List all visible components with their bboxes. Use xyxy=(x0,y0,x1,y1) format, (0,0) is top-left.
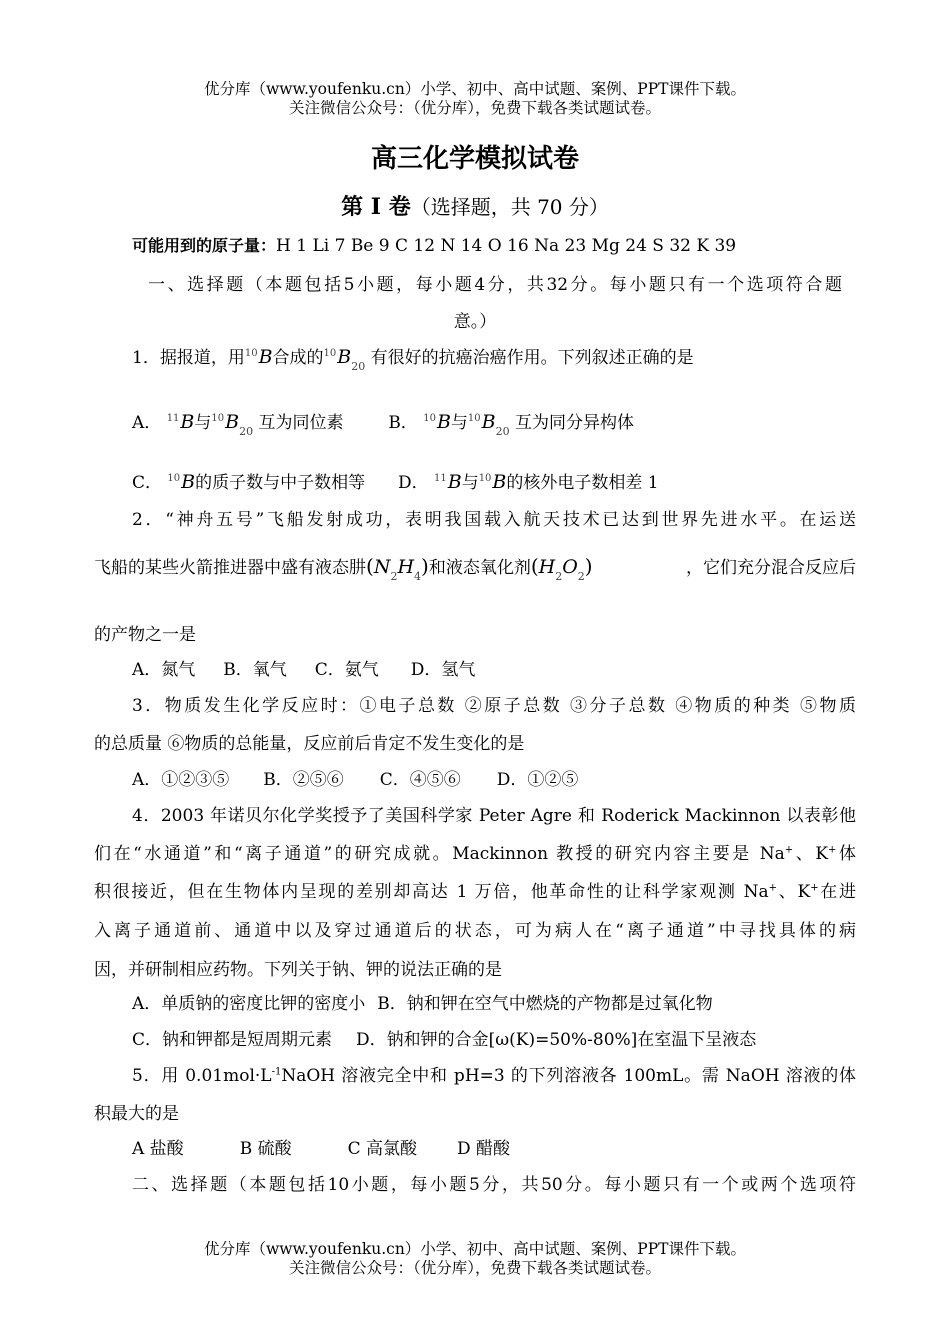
q1-text-b: 合成的 xyxy=(272,348,324,368)
mass-number: 10 xyxy=(478,473,492,485)
q5-text: NaOH 溶液完全中和 pH=3 的下列溶液各 100mL。需 NaOH 溶液的体 xyxy=(281,1066,856,1086)
option-label: B． xyxy=(388,413,418,433)
mass-number: 10 xyxy=(244,348,258,360)
nitrogen-symbol: N xyxy=(373,556,391,578)
boron-symbol: B xyxy=(492,471,507,493)
option-text: 互为同位素 xyxy=(258,413,344,433)
q4-text: 、K xyxy=(793,844,829,864)
question-4-options-cd xyxy=(132,1025,756,1050)
option-d: D 醋酸 xyxy=(457,1139,511,1159)
boron-symbol: B xyxy=(481,411,496,433)
volume-label: 第 I 卷 xyxy=(341,194,411,220)
question-1-options-ab xyxy=(132,408,634,438)
section1-heading-line1: 一、选择题（本题包括5小题，每小题4分，共32分。每小题只有一个选项符合题 xyxy=(148,275,842,295)
boron-symbol: B xyxy=(225,411,240,433)
option-a: A．单质钠的密度比钾的密度小 xyxy=(132,994,366,1014)
atom-count: 2 xyxy=(577,570,585,583)
boron-symbol: B xyxy=(180,411,195,433)
unit-exponent: -1 xyxy=(271,1066,282,1078)
q2-text-a: 飞船的某些火箭推进器中盛有液态肼 xyxy=(94,558,366,578)
q2-text-c: ，它们充分混合反应后 xyxy=(686,558,856,578)
option-c: C．钠和钾都是短周期元素 xyxy=(132,1030,333,1050)
atomic-mass-line xyxy=(132,233,736,256)
option-text: 与 xyxy=(450,413,468,433)
option-label: D． xyxy=(397,473,429,493)
hydrogen-symbol: H xyxy=(397,556,415,578)
charge: + xyxy=(828,844,837,856)
question-3-options xyxy=(132,765,578,790)
option-b: B．②⑤⑥ xyxy=(263,770,344,790)
charge: + xyxy=(810,882,819,894)
q4-text: 们在“水通道”和“离子通道”的研究成就。Mackinnon 教授的研究内容主要是 Na xyxy=(94,844,785,864)
volume-note: （选择题，共 70 分） xyxy=(410,195,609,219)
question-4-line1: 4．2003 年诺贝尔化学奖授予了美国科学家 Peter Agre 和 Roderick Mackinnon 以表彰他 xyxy=(132,806,856,826)
mass-number: 11 xyxy=(433,473,447,485)
question-2-options xyxy=(132,655,475,680)
header-line-1: 优分库（www.youfenku.cn）小学、初中、高中试题、案例、PPT课件下载。 xyxy=(203,80,747,98)
option-a: A．氮气 xyxy=(132,660,196,680)
section2-heading-line1: 二、选择题（本题包括10小题，每小题5分，共50分。每小题只有一个或两个选项符 xyxy=(132,1175,856,1195)
mass-number: 10 xyxy=(211,413,225,425)
footer-line-2: 关注微信公众号：（优分库），免费下载各类试题试卷。 xyxy=(288,1259,661,1277)
mass-number: 10 xyxy=(467,413,481,425)
q4-text: 体 xyxy=(836,844,857,864)
boron-symbol: B xyxy=(436,411,451,433)
question-4-line3 xyxy=(94,877,856,902)
mass-number: 10 xyxy=(423,413,436,425)
option-label: C． xyxy=(132,473,163,493)
option-d: D．①②⑤ xyxy=(496,770,579,790)
question-4-line5: 因，并研制相应药物。下列关于钠、钾的说法正确的是 xyxy=(94,960,502,980)
oxygen-symbol: O xyxy=(562,556,578,578)
question-5-options xyxy=(132,1134,510,1159)
atomic-mass-label: 可能用到的原子量： xyxy=(132,236,277,255)
header-line-2: 关注微信公众号：（优分库），免费下载各类试题试卷。 xyxy=(288,99,661,117)
question-3-line2: 的总质量 ⑥物质的总能量，反应前后肯定不发生变化的是 xyxy=(94,734,525,754)
option-a: A．①②③⑤ xyxy=(132,770,230,790)
option-d: D．钠和钾的合金[ω(K)=50%-80%]在室温下呈液态 xyxy=(356,1030,757,1050)
atom-count: 2 xyxy=(555,570,563,583)
atom-count: 20 xyxy=(495,425,510,438)
question-4-line4: 入离子通道前、通道中以及穿过通道后的状态，可为病人在“离子通道”中寻找具体的病 xyxy=(94,921,856,941)
atom-count: 20 xyxy=(351,360,366,373)
option-d: D．氢气 xyxy=(410,660,476,680)
option-a: A 盐酸 xyxy=(132,1139,184,1159)
q4-text: 在进 xyxy=(818,882,857,902)
q1-text-c: 有很好的抗癌治癌作用。下列叙述正确的是 xyxy=(370,348,694,368)
question-2-line3: 的产物之一是 xyxy=(94,625,196,645)
option-c: C．氨气 xyxy=(314,660,379,680)
mass-number: 10 xyxy=(323,348,337,360)
atom-count: 20 xyxy=(239,425,254,438)
question-4-line2 xyxy=(94,839,856,864)
question-1-options-cd xyxy=(132,468,659,493)
option-b: B．钠和钾在空气中燃烧的产物都是过氧化物 xyxy=(377,994,713,1014)
footer-line-1: 优分库（www.youfenku.cn）小学、初中、高中试题、案例、PPT课件下载。 xyxy=(203,1240,747,1258)
q4-text: 积很接近，但在生物体内呈现的差别却高达 1 万倍，他革命性的让科学家观测 Na xyxy=(94,882,769,902)
question-4-options-ab xyxy=(132,989,713,1014)
section1-heading-line2: 意。） xyxy=(453,312,497,332)
question-2-line1: 2．“神舟五号”飞船发射成功，表明我国载入航天技术已达到世界先进水平。在运送 xyxy=(132,510,856,530)
charge: + xyxy=(768,882,778,894)
boron-symbol: B xyxy=(181,471,196,493)
option-text: 的核外电子数相差 1 xyxy=(506,473,659,493)
q5-text: 5．用 0.01mol·L xyxy=(132,1066,272,1086)
question-3-line1: 3．物质发生化学反应时：①电子总数 ②原子总数 ③分子总数 ④物质的种类 ⑤物质 xyxy=(132,696,856,716)
boron-symbol: B xyxy=(447,471,462,493)
boron-symbol: B xyxy=(258,346,273,368)
option-text: 的质子数与中子数相等 xyxy=(195,473,366,493)
question-5-line2: 积最大的是 xyxy=(94,1104,179,1124)
option-label: A． xyxy=(132,413,162,433)
question-2-line2: 飞船的某些火箭推进器中盛有液态肼$(N_2H_4)$和液态氧化剂$(H_2O_2)$ ，它们充分混合反应后 xyxy=(94,554,856,583)
question-5-line1 xyxy=(132,1061,856,1086)
option-c: C．④⑤⑥ xyxy=(379,770,461,790)
option-text: 与 xyxy=(194,413,212,433)
atom-count: 2 xyxy=(390,570,398,583)
option-b: B 硫酸 xyxy=(239,1139,292,1159)
atomic-mass-values: H 1 Li 7 Be 9 C 12 N 14 O 16 Na 23 Mg 24 S 32 K 39 xyxy=(276,236,737,256)
atom-count: 4 xyxy=(414,570,422,583)
boron-symbol: B xyxy=(337,346,352,368)
mass-number: 11 xyxy=(166,413,180,425)
q1-text-a: 1．据报道，用 xyxy=(132,348,245,368)
question-1-stem xyxy=(132,343,694,373)
option-b: B．氧气 xyxy=(223,660,287,680)
mass-number: 10 xyxy=(167,473,181,485)
option-text: 互为同分异构体 xyxy=(515,413,635,433)
q2-text-b: 和液态氧化剂 xyxy=(428,558,531,578)
charge: + xyxy=(784,844,794,856)
option-text: 与 xyxy=(461,473,479,493)
subtitle xyxy=(0,190,950,221)
option-c: C 高氯酸 xyxy=(347,1139,418,1159)
q4-text: 、K xyxy=(777,882,811,902)
page-title: 高三化学模拟试卷 xyxy=(370,144,579,174)
hydrogen-symbol: H xyxy=(538,556,556,578)
